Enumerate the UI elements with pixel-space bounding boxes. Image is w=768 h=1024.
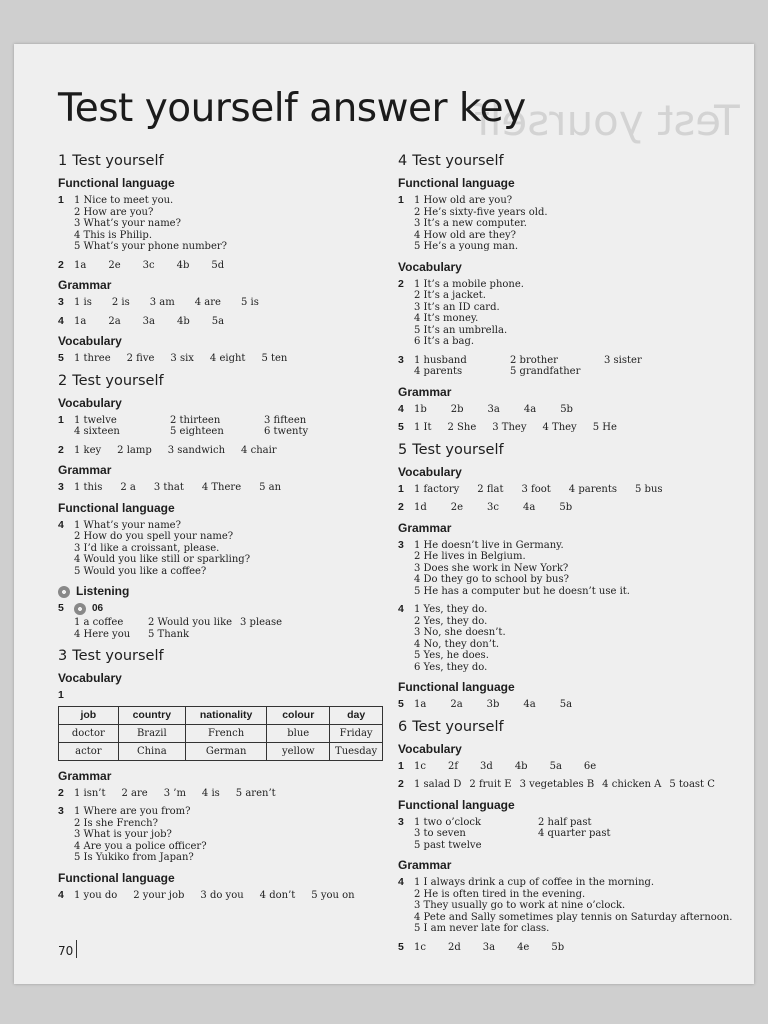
answer-item: 4b bbox=[176, 315, 190, 327]
answer-line: 5 Would you like a coffee? bbox=[74, 565, 207, 577]
answer-item: 3a bbox=[487, 403, 500, 415]
answer-line: 3 Does she work in New York? bbox=[414, 562, 569, 574]
answer-line: 1 How old are you? bbox=[414, 195, 513, 206]
table-cell: Friday bbox=[330, 724, 383, 742]
answer-item: 3 to seven bbox=[414, 828, 466, 839]
answer-item: 4 don’t bbox=[259, 889, 296, 901]
section-2-vocab-heading: Vocabulary bbox=[58, 395, 122, 410]
answer-line: 3 They usually go to work at nine o’clock. bbox=[414, 900, 626, 911]
answer-line: 5 What’s your phone number? bbox=[74, 241, 228, 252]
answer-item: 1d bbox=[414, 502, 427, 513]
s6-exercise-5: 5 1c 2d 3a 4e 5b bbox=[398, 942, 743, 954]
answer-item: 4b bbox=[176, 259, 190, 271]
answer-item: 4 chair bbox=[241, 444, 277, 456]
table-row bbox=[59, 724, 383, 742]
s6-e3-grid bbox=[414, 817, 648, 852]
s4-e5-items bbox=[414, 422, 633, 434]
section-2-heading: 2 Test yourself bbox=[58, 372, 164, 389]
answer-item: 5 an bbox=[259, 482, 282, 493]
answer-item: 1 is bbox=[74, 297, 92, 308]
answer-item: 2a bbox=[108, 315, 121, 327]
answer-item: 5 grandfather bbox=[510, 366, 581, 377]
answer-item: 5 He bbox=[592, 422, 617, 433]
answer-item: 5 aren’t bbox=[235, 787, 276, 799]
answer-item: 5 you on bbox=[311, 889, 355, 901]
section-4-grammar-heading: Grammar bbox=[398, 384, 452, 399]
s1-e1-lines bbox=[74, 195, 227, 253]
answer-item: 1c bbox=[414, 760, 426, 772]
answer-item: 3 vegetables B bbox=[519, 779, 595, 790]
answer-item: 3 They bbox=[492, 422, 527, 433]
answer-line: 2 It’s a jacket. bbox=[414, 290, 486, 301]
answer-line: 4 How old are they? bbox=[414, 229, 517, 241]
answer-line: 2 How do you spell your name? bbox=[74, 531, 234, 542]
answer-item: 5 is bbox=[240, 297, 259, 308]
answer-item: 5 eighteen bbox=[170, 426, 224, 437]
answer-line: 5 I am never late for class. bbox=[414, 923, 550, 934]
answer-line: 4 No, they don’t. bbox=[414, 638, 500, 650]
answer-line: 2 How are you? bbox=[74, 206, 154, 218]
answer-item: 4 Here you bbox=[74, 628, 131, 640]
answer-item: 2 your job bbox=[133, 889, 185, 901]
answer-line: 1 He doesn’t live in Germany. bbox=[414, 539, 564, 551]
section-6-heading: 6 Test yourself bbox=[398, 718, 504, 735]
answer-item: 1 you do bbox=[74, 889, 118, 901]
s2-exercise-1: 1 1 twelve 2 thirteen 3 fifteen 4 sixteen 5 eighteen 6 twenty bbox=[58, 415, 383, 438]
answer-item: 5 past twelve bbox=[414, 839, 482, 851]
section-1-vocab-heading: Vocabulary bbox=[58, 334, 122, 348]
s1-e3-items bbox=[74, 297, 279, 309]
table-cell: doctor bbox=[59, 724, 119, 742]
answer-item: 2d bbox=[447, 941, 461, 953]
answer-line: 1 Nice to meet you. bbox=[74, 195, 174, 206]
answer-line: 1 What’s your name? bbox=[74, 519, 181, 531]
s3-e4-items bbox=[74, 890, 371, 902]
answer-item: 3a bbox=[482, 941, 496, 953]
answer-item: 1 three bbox=[74, 353, 111, 364]
page-title: Test yourself answer key bbox=[58, 86, 526, 131]
answer-line: 5 Yes, he does. bbox=[414, 650, 489, 661]
answer-item: 3 that bbox=[153, 482, 184, 493]
answer-line: 6 It’s a bag. bbox=[414, 336, 475, 347]
table-cell: Brazil bbox=[118, 724, 185, 742]
vocab-table bbox=[58, 706, 383, 761]
answer-item: 1 husband bbox=[414, 354, 467, 366]
answer-item: 5 Thank bbox=[148, 628, 190, 640]
answer-item: 3c bbox=[487, 502, 500, 513]
section-5-vocab-heading: Vocabulary bbox=[398, 464, 462, 479]
answer-item: 1 factory bbox=[414, 483, 460, 495]
section-5-functional-heading: Functional language bbox=[398, 680, 515, 694]
s1-exercise-4: 4 1a 2a 3a 4b 5a bbox=[58, 316, 383, 328]
s2-e4-lines bbox=[74, 520, 250, 578]
answer-line: 5 He has a computer but he doesn’t use it. bbox=[414, 585, 630, 597]
answer-item: 1b bbox=[414, 403, 427, 415]
s3-e3-lines bbox=[74, 806, 207, 864]
page-number-rule bbox=[76, 940, 77, 958]
s6-exercise-4: 4 1 I always drink a cup of coffee in the morning. 2 He is often tired in the evening. 3 They usually go to work at nine o’clock. 4 Pete and Sally sometimes play tennis on Saturday afternoon. 5 I am never late for class. bbox=[398, 876, 733, 934]
answer-item: 2 half past bbox=[538, 816, 592, 828]
section-2-listening-heading: Listening bbox=[58, 584, 383, 599]
answer-item: 2 are bbox=[121, 787, 148, 799]
answer-item: 4 eight bbox=[209, 353, 246, 364]
s3-exercise-2: 2 1 isn’t 2 are 3 ’m 4 is 5 aren’t bbox=[58, 788, 383, 800]
s4-e1-lines bbox=[414, 195, 548, 253]
section-3-functional-heading: Functional language bbox=[58, 870, 175, 885]
s1-exercise-1: 1 1 Nice to meet you. 2 How are you? 3 What’s your name? 4 This is Philip. 5 What’s your phone number? bbox=[58, 194, 228, 252]
answer-line: 2 He is often tired in the evening. bbox=[414, 888, 586, 900]
section-3-heading: 3 Test yourself bbox=[58, 648, 164, 664]
s1-exercise-2: 2 1a 2e 3c 4b 5d bbox=[58, 260, 383, 272]
section-3-vocab-heading: Vocabulary bbox=[58, 671, 122, 685]
section-2-grammar-heading: Grammar bbox=[58, 463, 112, 477]
answer-item: 4 parents bbox=[568, 483, 617, 495]
s6-exercise-1: 1 1c 2f 3d 4b 5a 6e bbox=[398, 761, 743, 773]
answer-line: 3 It’s an ID card. bbox=[414, 301, 500, 313]
s1-exercise-3: 3 1 is 2 is 3 am 4 are 5 is bbox=[58, 297, 383, 309]
s6-e5-items bbox=[414, 942, 586, 954]
answer-item: 1 this bbox=[74, 482, 103, 493]
answer-item: 2 a bbox=[120, 482, 136, 493]
answer-item: 2 Would you like bbox=[148, 617, 233, 628]
answer-line: 5 It’s an umbrella. bbox=[414, 324, 508, 336]
section-5-heading: 5 Test yourself bbox=[398, 441, 504, 458]
s4-exercise-3: 3 1 husband 2 brother 3 sister 4 parents 5 grandfather bbox=[398, 355, 743, 378]
answer-line: 6 Yes, they do. bbox=[414, 661, 488, 673]
s2-exercise-2: 2 1 key 2 lamp 3 sandwich 4 chair bbox=[58, 445, 383, 457]
answer-line: 2 He’s sixty-five years old. bbox=[414, 206, 548, 218]
section-2-functional-heading: Functional language bbox=[58, 500, 175, 515]
right-column bbox=[398, 152, 743, 960]
answer-item: 5 ten bbox=[261, 353, 288, 364]
table-header-cell: nationality bbox=[185, 706, 266, 724]
answer-line: 3 I’d like a croissant, please. bbox=[74, 542, 220, 554]
s3-e2-items bbox=[74, 788, 292, 800]
s5-exercise-2: 2 1d 2e 3c 4a 5b bbox=[398, 502, 743, 514]
table-row bbox=[59, 742, 383, 760]
s2-e5-grid bbox=[74, 617, 320, 640]
answer-item: 2 lamp bbox=[117, 444, 152, 456]
answer-line: 2 Yes, they do. bbox=[414, 615, 488, 627]
answer-item: 2 brother bbox=[510, 354, 558, 366]
s4-exercise-5: 5 1 It 2 She 3 They 4 They 5 He bbox=[398, 422, 743, 434]
answer-item: 4 They bbox=[542, 422, 577, 433]
s5-e2-items bbox=[414, 502, 596, 514]
answer-item: 3 fifteen bbox=[264, 414, 307, 426]
s5-e3-lines bbox=[414, 540, 630, 598]
table-cell: actor bbox=[59, 742, 119, 760]
section-3-grammar-heading: Grammar bbox=[58, 768, 112, 783]
table-cell: yellow bbox=[267, 742, 330, 760]
answer-item: 2a bbox=[450, 699, 463, 710]
table-header-cell: country bbox=[118, 706, 185, 724]
answer-line: 4 Pete and Sally sometimes play tennis on Saturday afternoon. bbox=[414, 911, 733, 923]
answer-item: 4b bbox=[514, 760, 528, 772]
answer-item: 2b bbox=[450, 403, 464, 415]
s1-e2-items bbox=[74, 260, 246, 272]
answer-item: 1c bbox=[414, 941, 426, 953]
answer-item bbox=[538, 840, 648, 852]
s1-exercise-5: 5 1 three 2 five 3 six 4 eight 5 ten bbox=[58, 353, 383, 365]
answer-item: 4 is bbox=[201, 787, 220, 799]
audio-cd-icon bbox=[58, 586, 70, 598]
answer-line: 1 Yes, they do. bbox=[414, 604, 488, 615]
answer-item: 2f bbox=[447, 760, 459, 772]
answer-item: 3b bbox=[486, 699, 500, 710]
answer-line: 1 Where are you from? bbox=[74, 806, 191, 817]
page-number: 70 bbox=[58, 944, 74, 958]
answer-item: 1a bbox=[74, 315, 87, 327]
answer-item: 5a bbox=[549, 760, 562, 772]
answer-item: 3 ’m bbox=[163, 787, 186, 799]
answer-item: 1 twelve bbox=[74, 414, 117, 426]
answer-item: 5d bbox=[211, 259, 225, 271]
answer-line: 3 What is your job? bbox=[74, 829, 172, 840]
answer-item: 1 a coffee bbox=[74, 617, 124, 628]
answer-item: 4 quarter past bbox=[538, 828, 611, 839]
answer-item: 1 isn’t bbox=[74, 787, 106, 799]
answer-item: 3 please bbox=[240, 617, 283, 628]
answer-item: 3 sister bbox=[604, 354, 642, 366]
answer-item: 6 twenty bbox=[264, 426, 309, 437]
answer-item: 4 sixteen bbox=[74, 426, 120, 437]
s2-exercise-5: 5 06 1 a coffee 2 Would you like 3 please 4 Here you 5 Thank bbox=[58, 603, 383, 640]
answer-line: 2 He lives in Belgium. bbox=[414, 551, 526, 562]
answer-line: 4 Do they go to school by bus? bbox=[414, 574, 569, 585]
audio-track-number: 06 bbox=[92, 603, 104, 615]
section-6-vocab-heading: Vocabulary bbox=[398, 741, 462, 756]
table-cell: French bbox=[185, 724, 266, 742]
s4-e4-items bbox=[414, 404, 597, 416]
answer-item: 1 It bbox=[414, 422, 432, 433]
answer-line: 5 Is Yukiko from Japan? bbox=[74, 852, 194, 863]
answer-item bbox=[604, 366, 684, 378]
section-6-grammar-heading: Grammar bbox=[398, 858, 452, 872]
s2-e5-block bbox=[74, 603, 320, 640]
answer-line: 4 This is Philip. bbox=[74, 229, 153, 241]
answer-item: 3 sandwich bbox=[167, 444, 226, 456]
answer-item: 1 key bbox=[74, 444, 102, 456]
answer-item: 5 toast C bbox=[669, 779, 715, 790]
s6-exercise-2: 2 1 salad D 2 fruit E 3 vegetables B 4 chicken A 5 toast C bbox=[398, 779, 743, 791]
answer-line: 4 Would you like still or sparkling? bbox=[74, 554, 251, 565]
section-1-grammar-heading: Grammar bbox=[58, 278, 112, 292]
answer-item: 1a bbox=[414, 699, 427, 710]
answer-item: 4a bbox=[523, 699, 536, 710]
s5-e5-items bbox=[414, 699, 596, 711]
s6-e4-lines bbox=[414, 877, 732, 935]
table-cell: blue bbox=[267, 724, 330, 742]
answer-line: 1 It’s a mobile phone. bbox=[414, 278, 524, 290]
s2-exercise-3: 3 1 this 2 a 3 that 4 There 5 an bbox=[58, 482, 383, 494]
s2-e2-items bbox=[74, 445, 293, 457]
s6-e1-items bbox=[414, 761, 618, 773]
s6-exercise-3: 3 1 two o’clock 2 half past 3 to seven 4 quarter past 5 past twelve bbox=[398, 817, 743, 852]
s6-e2-items bbox=[414, 779, 723, 791]
s1-e4-items bbox=[74, 316, 246, 328]
answer-line: 1 I always drink a cup of coffee in the morning. bbox=[414, 877, 655, 888]
answer-item: 4 chicken A bbox=[602, 779, 662, 790]
answer-item: 3 foot bbox=[521, 483, 551, 495]
answer-item: 3d bbox=[480, 760, 493, 772]
answer-item: 4a bbox=[523, 403, 537, 415]
s5-exercise-4: 4 1 Yes, they do. 2 Yes, they do. 3 No, she doesn’t. 4 No, they don’t. 5 Yes, he does. 6 Yes, they do. bbox=[398, 603, 506, 673]
answer-item: 3 do you bbox=[200, 889, 244, 901]
section-4-functional-heading: Functional language bbox=[398, 176, 515, 190]
answer-item: 2 flat bbox=[477, 483, 504, 495]
answer-item: 3a bbox=[142, 315, 155, 327]
s4-e3-grid bbox=[414, 355, 684, 378]
table-cell: German bbox=[185, 742, 266, 760]
answer-item: 4e bbox=[517, 941, 530, 953]
answer-item: 2e bbox=[108, 259, 121, 271]
answer-item: 3 am bbox=[149, 297, 175, 308]
section-6-functional-heading: Functional language bbox=[398, 797, 515, 812]
answer-item: 1a bbox=[74, 259, 87, 271]
answer-item: 2 is bbox=[111, 297, 130, 308]
s2-e1-grid bbox=[74, 415, 344, 438]
answer-item: 4 There bbox=[201, 482, 242, 493]
s3-exercise-3: 3 1 Where are you from? 2 Is she French? 3 What is your job? 4 Are you a police officer? 5 Is Yukiko from Japan? bbox=[58, 805, 207, 863]
s5-e4-lines bbox=[414, 604, 506, 673]
answer-item: 4 parents bbox=[414, 366, 463, 377]
audio-track-icon bbox=[74, 603, 86, 615]
section-4-heading: 4 Test yourself bbox=[398, 153, 504, 169]
answer-item: 5a bbox=[559, 699, 573, 710]
show-through-text: Test yourself bbox=[475, 96, 740, 145]
s4-e2-lines bbox=[414, 279, 524, 348]
answer-item: 1 salad D bbox=[414, 779, 462, 790]
s2-exercise-4: 4 1 What’s your name? 2 How do you spell your name? 3 I’d like a croissant, please. 4 Would you like still or sparkling? 5 Would you like a coffee? bbox=[58, 518, 251, 577]
answer-item: 5a bbox=[211, 315, 225, 327]
answer-item: 3 six bbox=[170, 353, 194, 364]
table-cell: China bbox=[118, 742, 185, 760]
answer-line: 4 It’s money. bbox=[414, 313, 479, 324]
table-header-cell: job bbox=[59, 706, 119, 724]
answer-item: 1 two o’clock bbox=[414, 816, 481, 828]
section-5-grammar-heading: Grammar bbox=[398, 520, 452, 535]
s5-exercise-1: 1 1 factory 2 flat 3 foot 4 parents 5 bus bbox=[398, 484, 743, 496]
answer-item: 6e bbox=[583, 760, 597, 772]
answer-item: 2 fruit E bbox=[469, 779, 512, 790]
table-cell: Tuesday bbox=[330, 742, 383, 760]
answer-item: 5b bbox=[560, 403, 573, 415]
answer-item: 2 five bbox=[126, 353, 155, 364]
s5-e1-items bbox=[414, 484, 681, 496]
answer-line: 3 No, she doesn’t. bbox=[414, 627, 506, 638]
answer-item: 2e bbox=[450, 502, 464, 513]
answer-item: 5b bbox=[559, 502, 573, 513]
answer-item: 2 She bbox=[447, 422, 477, 433]
answer-line: 5 He’s a young man. bbox=[414, 241, 519, 252]
s1-e5-items bbox=[74, 353, 303, 365]
table-header-cell: colour bbox=[267, 706, 330, 724]
vocab-table-header bbox=[59, 706, 383, 724]
s3-exercise-4: 4 1 you do 2 your job 3 do you 4 don’t 5 you on bbox=[58, 890, 383, 902]
answer-line: 2 Is she French? bbox=[74, 817, 158, 829]
answer-line: 4 Are you a police officer? bbox=[74, 840, 207, 852]
answer-item: 5b bbox=[551, 941, 565, 953]
s2-e3-items bbox=[74, 482, 299, 494]
answer-item: 5 bus bbox=[635, 483, 663, 495]
s3-exercise-1: 1 bbox=[58, 689, 64, 701]
answer-item: 2 thirteen bbox=[170, 414, 221, 426]
s4-exercise-2: 2 1 It’s a mobile phone. 2 It’s a jacket. 3 It’s an ID card. 4 It’s money. 5 It’s an umbrella. 6 It’s a bag. bbox=[398, 277, 524, 347]
section-1-functional-heading: Functional language bbox=[58, 176, 175, 190]
answer-item: 3c bbox=[142, 259, 155, 271]
section-4-vocab-heading: Vocabulary bbox=[398, 259, 462, 274]
left-column bbox=[58, 152, 383, 908]
answer-item: 4a bbox=[523, 502, 536, 513]
s5-exercise-3: 3 1 He doesn’t live in Germany. 2 He lives in Belgium. 3 Does she work in New York? 4 Do they go to school by bus? 5 He has a computer but he doesn’t use it. bbox=[398, 538, 630, 597]
answer-line: 3 What’s your name? bbox=[74, 218, 181, 229]
s4-exercise-4: 4 1b 2b 3a 4a 5b bbox=[398, 404, 743, 416]
s5-exercise-5: 5 1a 2a 3b 4a 5a bbox=[398, 699, 743, 711]
answer-item: 4 are bbox=[194, 297, 221, 308]
s4-exercise-1: 1 1 How old are you? 2 He’s sixty-five years old. 3 It’s a new computer. 4 How old are they? 5 He’s a young man. bbox=[398, 194, 548, 252]
answer-line: 3 It’s a new computer. bbox=[414, 218, 527, 229]
section-1-heading: 1 Test yourself bbox=[58, 153, 164, 169]
table-header-cell: day bbox=[330, 706, 383, 724]
